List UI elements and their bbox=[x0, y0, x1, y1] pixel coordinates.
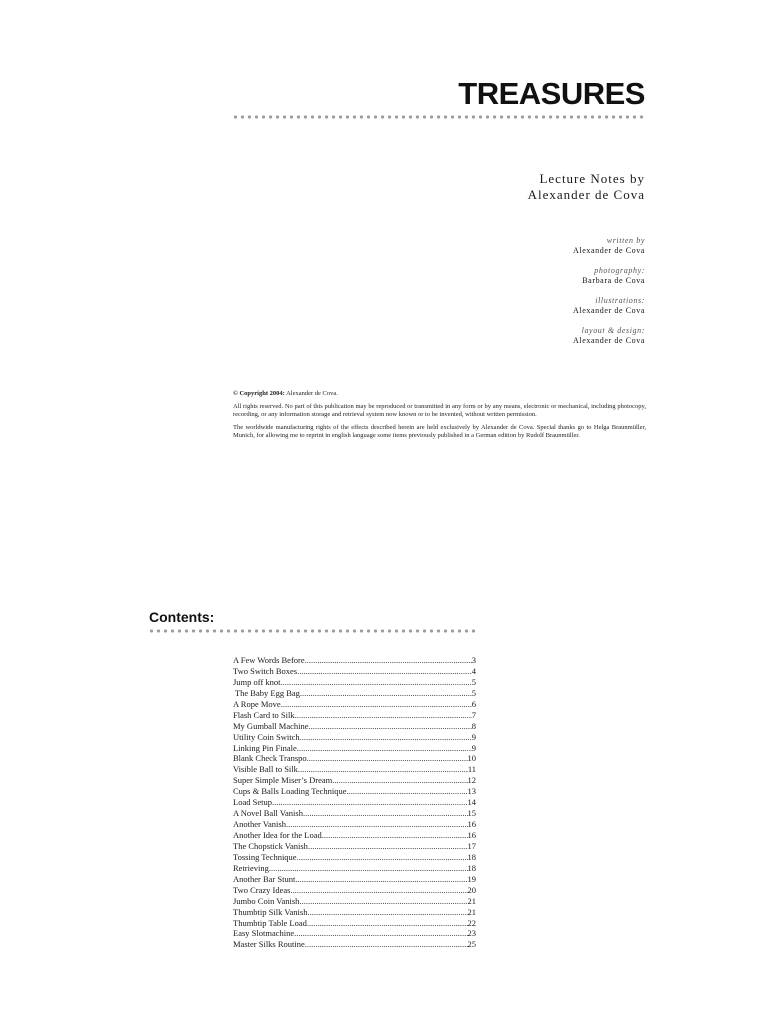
toc-entry-page: 25 bbox=[467, 939, 476, 950]
rights-paragraph: All rights reserved. No part of this publication may be reproduced or transmitted in any form or by any means, electronic or mechanical, including photocopy, recording, or any information storage and retrieval system now known or to be invented, without written permission. bbox=[233, 403, 646, 418]
toc-entry-title: My Gumball Machine bbox=[233, 720, 309, 731]
subtitle-line-2: Alexander de Cova bbox=[527, 187, 645, 202]
toc-entry bbox=[233, 885, 476, 896]
credit-name: Barbara de Cova bbox=[582, 276, 645, 285]
toc-entry bbox=[233, 819, 476, 830]
toc-entry-page: 10 bbox=[467, 753, 476, 764]
toc-entry-page: 17 bbox=[467, 840, 476, 851]
toc-entry-title: Jump off knot bbox=[233, 676, 281, 687]
toc-entry-title: The Chopstick Vanish bbox=[233, 840, 308, 851]
toc-leader-dots bbox=[308, 841, 468, 851]
toc-entry bbox=[233, 743, 476, 754]
toc-entry bbox=[233, 710, 476, 721]
toc-entry-title: Two Switch Boxes bbox=[233, 665, 298, 676]
toc-entry bbox=[233, 863, 476, 874]
toc-entry bbox=[233, 764, 476, 775]
toc-entry bbox=[233, 732, 476, 743]
toc-entry-title: Visible Ball to Silk bbox=[233, 764, 298, 775]
toc-leader-dots bbox=[295, 874, 467, 884]
toc-entry-title: Thumbtip Silk Vanish bbox=[233, 906, 308, 917]
toc-entry-page: 6 bbox=[471, 698, 476, 709]
toc-entry-page: 13 bbox=[467, 786, 476, 797]
credit-role: illustrations: bbox=[595, 296, 645, 305]
toc-entry bbox=[233, 918, 476, 929]
toc-leader-dots bbox=[294, 928, 467, 938]
toc-leader-dots bbox=[297, 666, 472, 676]
toc-entry-title: A Novel Ball Vanish bbox=[233, 808, 303, 819]
toc-leader-dots bbox=[307, 918, 468, 928]
toc-entry-page: 8 bbox=[471, 720, 476, 731]
toc-leader-dots bbox=[307, 753, 468, 763]
toc-entry-title: Retrieving bbox=[233, 862, 269, 873]
toc-entry bbox=[233, 939, 476, 950]
toc-leader-dots bbox=[281, 677, 472, 687]
toc-entry bbox=[233, 830, 476, 841]
credit-illustrations bbox=[573, 296, 645, 316]
toc-entry-title: Cups & Balls Loading Technique bbox=[233, 786, 347, 797]
contents-dotted-divider bbox=[148, 629, 478, 633]
toc-entry-title: The Baby Egg Bag bbox=[233, 687, 300, 698]
toc-entry-page: 18 bbox=[467, 862, 476, 873]
credit-layout-design bbox=[573, 326, 645, 346]
credit-name: Alexander de Cova bbox=[573, 336, 645, 345]
copyright-holder: Alexander de Cova. bbox=[284, 390, 338, 397]
toc-leader-dots bbox=[332, 775, 467, 785]
toc-entry-title: Blank Check Transpo bbox=[233, 753, 307, 764]
toc-entry-title: Tossing Technique bbox=[233, 851, 297, 862]
toc-leader-dots bbox=[305, 939, 468, 949]
toc-leader-dots bbox=[272, 797, 468, 807]
credit-written bbox=[573, 236, 645, 256]
subtitle-line-1: Lecture Notes by bbox=[539, 171, 645, 186]
credit-name: Alexander de Cova bbox=[573, 306, 645, 315]
toc-entry bbox=[233, 786, 476, 797]
toc-entry bbox=[233, 677, 476, 688]
toc-leader-dots bbox=[290, 885, 467, 895]
toc-entry-title: A Rope Move bbox=[233, 698, 281, 709]
toc-entry bbox=[233, 841, 476, 852]
toc-entry-title: Thumbtip Table Load bbox=[233, 917, 307, 928]
toc-entry bbox=[233, 852, 476, 863]
toc-leader-dots bbox=[322, 830, 468, 840]
toc-leader-dots bbox=[300, 732, 472, 742]
toc-leader-dots bbox=[297, 743, 472, 753]
toc-entry bbox=[233, 688, 476, 699]
toc-leader-dots bbox=[299, 896, 467, 906]
toc-entry-page: 15 bbox=[467, 808, 476, 819]
toc-entry bbox=[233, 721, 476, 732]
toc-leader-dots bbox=[307, 907, 467, 917]
toc-entry-page: 5 bbox=[471, 676, 476, 687]
toc-entry-title: Easy Slotmachine bbox=[233, 928, 295, 939]
page-title: TREASURES bbox=[458, 76, 645, 111]
toc-entry-page: 23 bbox=[467, 928, 476, 939]
toc-entry-title: Super Simple Miser’s Dream bbox=[233, 775, 333, 786]
toc-entry-page: 12 bbox=[467, 775, 476, 786]
toc-leader-dots bbox=[281, 699, 472, 709]
credits bbox=[573, 236, 645, 356]
toc-entry-title: A Few Words Before bbox=[233, 655, 305, 665]
contents-heading: Contents: bbox=[149, 609, 215, 625]
toc-entry-page: 22 bbox=[467, 917, 476, 928]
toc-entry-title: Another Bar Stunt bbox=[233, 873, 296, 884]
toc-entry bbox=[233, 666, 476, 677]
toc-entry-page: 18 bbox=[467, 851, 476, 862]
toc-entry bbox=[233, 753, 476, 764]
toc-entry bbox=[233, 699, 476, 710]
toc-entry-page: 5 bbox=[471, 687, 476, 698]
toc-entry bbox=[233, 928, 476, 939]
copyright-label: © Copyright 2004: bbox=[233, 390, 285, 397]
toc-entry-title: Load Setup bbox=[233, 797, 272, 808]
toc-entry-page: 21 bbox=[467, 906, 476, 917]
toc-leader-dots bbox=[347, 786, 468, 796]
toc-entry-page: 11 bbox=[467, 764, 476, 775]
toc-entry-title: Another Idea for the Load bbox=[233, 830, 322, 840]
toc-entry-title: Linking Pin Finale bbox=[233, 742, 297, 753]
toc-entry-title: Master Silks Routine bbox=[233, 939, 305, 950]
toc-entry-title: Another Vanish bbox=[233, 819, 286, 830]
subtitle bbox=[528, 171, 645, 203]
toc-leader-dots bbox=[269, 863, 468, 873]
toc-entry-page: 9 bbox=[471, 742, 476, 753]
toc-entry bbox=[233, 808, 476, 819]
table-of-contents bbox=[233, 655, 476, 950]
toc-entry-page: 16 bbox=[467, 819, 476, 830]
toc-leader-dots bbox=[309, 721, 472, 731]
toc-leader-dots bbox=[286, 819, 468, 829]
toc-leader-dots bbox=[297, 852, 468, 862]
toc-entry-title: Flash Card to Silk bbox=[233, 709, 295, 720]
toc-entry-page: 16 bbox=[467, 830, 476, 840]
toc-entry-title: Jumbo Coin Vanish bbox=[233, 895, 300, 906]
toc-entry-page: 3 bbox=[471, 655, 476, 665]
toc-entry bbox=[233, 775, 476, 786]
toc-entry bbox=[233, 907, 476, 918]
toc-entry-page: 14 bbox=[467, 797, 476, 808]
legal-notice bbox=[233, 390, 646, 445]
toc-leader-dots bbox=[303, 808, 468, 818]
credit-name: Alexander de Cova bbox=[573, 246, 645, 255]
toc-entry-page: 9 bbox=[471, 731, 476, 742]
toc-entry bbox=[233, 874, 476, 885]
toc-leader-dots bbox=[305, 655, 472, 665]
toc-entry-page: 7 bbox=[471, 709, 476, 720]
credit-role: photography: bbox=[594, 266, 645, 275]
toc-entry-page: 20 bbox=[467, 884, 476, 895]
copyright-line bbox=[233, 390, 646, 398]
title-dotted-divider bbox=[232, 115, 646, 119]
toc-entry bbox=[233, 797, 476, 808]
credit-photography bbox=[573, 266, 645, 286]
toc-entry bbox=[233, 655, 476, 666]
credit-role: written by bbox=[606, 236, 645, 245]
toc-entry-page: 19 bbox=[467, 873, 476, 884]
toc-entry-title: Two Crazy Ideas bbox=[233, 884, 291, 895]
toc-leader-dots bbox=[300, 688, 472, 698]
toc-leader-dots bbox=[298, 764, 468, 774]
toc-entry bbox=[233, 896, 476, 907]
toc-leader-dots bbox=[295, 710, 472, 720]
manufacturing-paragraph: The worldwide manufacturing rights of the effects described herein are held exclusively by Alexander de Cova. Special thanks go to Helga Braunmüller, Munich, for allowing me to reprint in english language some items previously published in a German edition by Rudolf Braunmüller. bbox=[233, 424, 646, 439]
toc-entry-title: Utility Coin Switch bbox=[233, 731, 300, 742]
credit-role: layout & design: bbox=[581, 326, 645, 335]
toc-entry-page: 21 bbox=[467, 895, 476, 906]
toc-entry-page: 4 bbox=[471, 665, 476, 676]
